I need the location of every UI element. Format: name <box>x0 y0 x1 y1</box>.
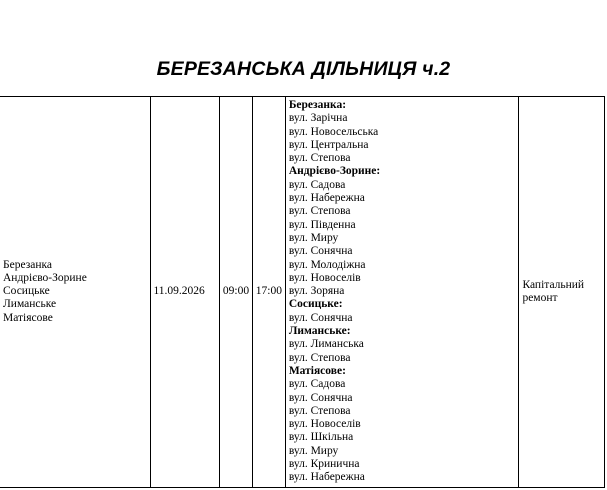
settlement-name: Матіясове <box>3 311 53 324</box>
street-name: вул. Сонячна <box>288 245 353 258</box>
street-name: вул. Садова <box>288 178 346 191</box>
street-name: вул. Степова <box>288 205 351 218</box>
street-name: вул. Зарічна <box>288 112 348 125</box>
village-heading: Сосицьке: <box>288 298 343 311</box>
street-name: вул. Миру <box>288 444 339 457</box>
village-heading: Андрієво-Зорине: <box>288 165 381 178</box>
street-name: вул. Новоселів <box>288 271 361 284</box>
work-type-cell <box>519 97 605 488</box>
street-name: вул. Центральна <box>288 138 369 151</box>
street-name: вул. Миру <box>288 231 339 244</box>
street-name: вул. Молодіжна <box>288 258 366 271</box>
village-heading: Матіясове: <box>288 364 346 377</box>
street-name: вул. Степова <box>288 152 351 165</box>
street-name: вул. Кринична <box>288 458 360 471</box>
date-cell: 11.09.2026 <box>151 97 220 488</box>
street-name: вул. Степова <box>288 351 351 364</box>
street-name: вул. Зоряна <box>288 285 345 298</box>
settlement-name: Лиманське <box>3 298 57 311</box>
street-name: вул. Сонячна <box>288 311 353 324</box>
work-type-line: Капітальний <box>522 278 585 291</box>
table-row <box>0 97 605 488</box>
page-title: БЕРЕЗАНСЬКА ДІЛЬНИЦЯ ч.2 <box>156 58 451 80</box>
village-heading: Березанка: <box>288 99 347 111</box>
streets-cell <box>285 97 519 488</box>
street-name: вул. Садова <box>288 378 346 391</box>
street-name: вул. Сонячна <box>288 391 353 404</box>
settlement-name: Сосицьке <box>3 285 50 298</box>
settlements-cell <box>0 97 151 488</box>
street-name: вул. Лиманська <box>288 338 364 351</box>
settlement-name: Березанка <box>3 258 53 271</box>
outage-schedule-table <box>0 96 605 488</box>
street-name: вул. Степова <box>288 404 351 417</box>
work-type-line: ремонт <box>522 291 558 304</box>
street-name: вул. Новосельська <box>288 125 379 138</box>
street-name: вул. Новоселів <box>288 418 361 431</box>
village-heading: Лиманське: <box>288 325 351 338</box>
street-name: вул. Набережна <box>288 471 365 484</box>
street-name: вул. Південна <box>288 218 356 231</box>
settlement-name: Андрієво-Зорине <box>3 271 87 284</box>
street-name: вул. Набережна <box>288 192 365 205</box>
end-time-cell: 17:00 <box>252 97 285 488</box>
start-time-cell: 09:00 <box>220 97 253 488</box>
street-name: вул. Шкільна <box>288 431 354 444</box>
